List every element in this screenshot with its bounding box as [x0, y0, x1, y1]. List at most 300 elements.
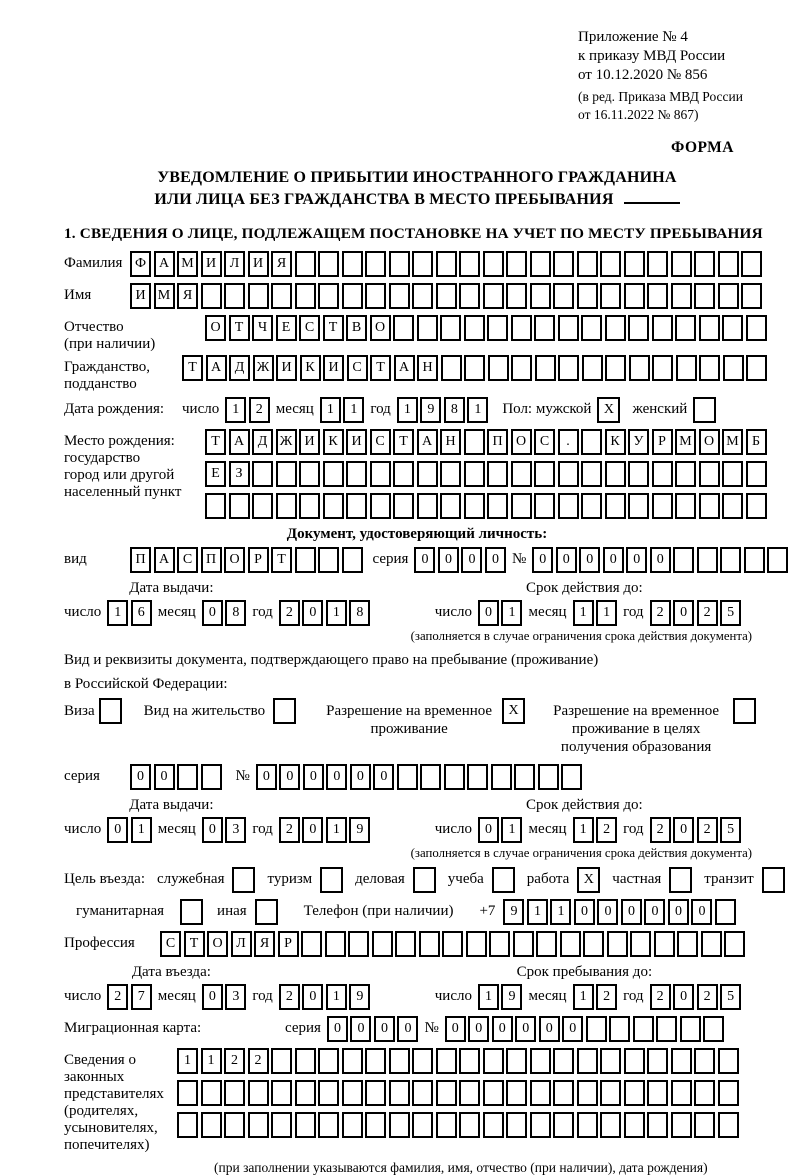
char-cell[interactable]: [671, 1048, 692, 1074]
char-cell[interactable]: И: [201, 251, 222, 277]
char-cell[interactable]: [417, 493, 438, 519]
char-cell[interactable]: 0: [644, 899, 665, 925]
char-cell[interactable]: [464, 461, 485, 487]
char-cell[interactable]: [483, 251, 504, 277]
char-cell[interactable]: [534, 461, 555, 487]
char-cell[interactable]: [628, 493, 649, 519]
char-cell[interactable]: Л: [231, 931, 252, 957]
char-cell[interactable]: 1: [320, 397, 341, 423]
char-cell[interactable]: [318, 251, 339, 277]
char-cell[interactable]: [365, 1080, 386, 1106]
char-cell[interactable]: 2: [249, 397, 270, 423]
char-cell[interactable]: 0: [478, 817, 499, 843]
char-cell[interactable]: Т: [205, 429, 226, 455]
char-cell[interactable]: 0: [650, 547, 671, 573]
char-cell[interactable]: 1: [225, 397, 246, 423]
char-cell[interactable]: 8: [444, 397, 465, 423]
char-cell[interactable]: [393, 461, 414, 487]
char-cell[interactable]: 1: [527, 899, 548, 925]
char-cell[interactable]: [389, 1048, 410, 1074]
char-cell[interactable]: Б: [746, 429, 767, 455]
char-cell[interactable]: [553, 1048, 574, 1074]
char-cell[interactable]: 0: [562, 1016, 583, 1042]
char-cell[interactable]: [417, 315, 438, 341]
char-cell[interactable]: [699, 315, 720, 341]
char-cell[interactable]: 3: [225, 817, 246, 843]
char-cell[interactable]: [177, 764, 198, 790]
char-cell[interactable]: В: [346, 315, 367, 341]
char-cell[interactable]: [370, 493, 391, 519]
char-cell[interactable]: [506, 1048, 527, 1074]
char-cell[interactable]: И: [299, 429, 320, 455]
char-cell[interactable]: 1: [326, 984, 347, 1010]
char-cell[interactable]: [630, 931, 651, 957]
char-cell[interactable]: [318, 1080, 339, 1106]
char-cell[interactable]: 1: [501, 817, 522, 843]
char-cell[interactable]: К: [323, 429, 344, 455]
char-cell[interactable]: [436, 1048, 457, 1074]
char-cell[interactable]: [459, 1112, 480, 1138]
char-cell[interactable]: Т: [323, 315, 344, 341]
char-cell[interactable]: К: [300, 355, 321, 381]
char-cell[interactable]: [530, 283, 551, 309]
char-cell[interactable]: 2: [279, 600, 300, 626]
char-cell[interactable]: 9: [349, 817, 370, 843]
char-cell[interactable]: [436, 1080, 457, 1106]
char-cell[interactable]: [741, 251, 762, 277]
char-cell[interactable]: [629, 355, 650, 381]
char-cell[interactable]: Т: [271, 547, 292, 573]
char-cell[interactable]: [534, 315, 555, 341]
char-cell[interactable]: 0: [556, 547, 577, 573]
char-cell[interactable]: 0: [597, 899, 618, 925]
char-cell[interactable]: Я: [254, 931, 275, 957]
char-cell[interactable]: Ж: [253, 355, 274, 381]
char-cell[interactable]: [393, 493, 414, 519]
char-cell[interactable]: 1: [107, 600, 128, 626]
char-cell[interactable]: [201, 1080, 222, 1106]
char-cell[interactable]: [295, 1080, 316, 1106]
char-cell[interactable]: [746, 355, 767, 381]
char-cell[interactable]: [271, 283, 292, 309]
char-cell[interactable]: [487, 461, 508, 487]
char-cell[interactable]: [365, 1048, 386, 1074]
char-cell[interactable]: М: [675, 429, 696, 455]
char-cell[interactable]: [607, 931, 628, 957]
char-cell[interactable]: [372, 931, 393, 957]
char-cell[interactable]: [718, 1080, 739, 1106]
char-cell[interactable]: 0: [302, 817, 323, 843]
char-cell[interactable]: [718, 251, 739, 277]
char-cell[interactable]: [301, 931, 322, 957]
char-cell[interactable]: [671, 251, 692, 277]
char-cell[interactable]: И: [276, 355, 297, 381]
char-cell[interactable]: 2: [596, 817, 617, 843]
char-cell[interactable]: [348, 931, 369, 957]
char-cell[interactable]: 0: [461, 547, 482, 573]
char-cell[interactable]: [483, 1080, 504, 1106]
purpose-study-checkbox[interactable]: [492, 867, 515, 893]
char-cell[interactable]: [464, 429, 485, 455]
char-cell[interactable]: 0: [350, 764, 371, 790]
char-cell[interactable]: 7: [131, 984, 152, 1010]
char-cell[interactable]: [718, 283, 739, 309]
char-cell[interactable]: [553, 251, 574, 277]
char-cell[interactable]: [744, 547, 765, 573]
char-cell[interactable]: И: [323, 355, 344, 381]
char-cell[interactable]: [677, 931, 698, 957]
char-cell[interactable]: [295, 251, 316, 277]
char-cell[interactable]: А: [417, 429, 438, 455]
char-cell[interactable]: [252, 461, 273, 487]
char-cell[interactable]: [652, 493, 673, 519]
char-cell[interactable]: [252, 493, 273, 519]
char-cell[interactable]: [483, 1048, 504, 1074]
char-cell[interactable]: Н: [440, 429, 461, 455]
char-cell[interactable]: [652, 315, 673, 341]
char-cell[interactable]: [224, 1112, 245, 1138]
char-cell[interactable]: [483, 1112, 504, 1138]
char-cell[interactable]: [628, 461, 649, 487]
char-cell[interactable]: [487, 493, 508, 519]
char-cell[interactable]: [715, 899, 736, 925]
char-cell[interactable]: 1: [201, 1048, 222, 1074]
char-cell[interactable]: [582, 355, 603, 381]
char-cell[interactable]: 0: [327, 1016, 348, 1042]
char-cell[interactable]: [370, 461, 391, 487]
char-cell[interactable]: [699, 493, 720, 519]
char-cell[interactable]: [412, 1048, 433, 1074]
char-cell[interactable]: [440, 461, 461, 487]
char-cell[interactable]: [628, 315, 649, 341]
char-cell[interactable]: [577, 251, 598, 277]
char-cell[interactable]: О: [699, 429, 720, 455]
char-cell[interactable]: [412, 1080, 433, 1106]
char-cell[interactable]: Е: [205, 461, 226, 487]
char-cell[interactable]: [633, 1016, 654, 1042]
char-cell[interactable]: [718, 1112, 739, 1138]
char-cell[interactable]: [248, 283, 269, 309]
char-cell[interactable]: [395, 931, 416, 957]
char-cell[interactable]: [513, 931, 534, 957]
char-cell[interactable]: [205, 493, 226, 519]
char-cell[interactable]: [299, 461, 320, 487]
char-cell[interactable]: [444, 764, 465, 790]
char-cell[interactable]: [600, 1112, 621, 1138]
char-cell[interactable]: [441, 355, 462, 381]
char-cell[interactable]: А: [154, 547, 175, 573]
char-cell[interactable]: [746, 493, 767, 519]
purpose-tourism-checkbox[interactable]: [320, 867, 343, 893]
char-cell[interactable]: [271, 1048, 292, 1074]
char-cell[interactable]: [538, 764, 559, 790]
char-cell[interactable]: Я: [177, 283, 198, 309]
char-cell[interactable]: [276, 493, 297, 519]
char-cell[interactable]: 0: [532, 547, 553, 573]
char-cell[interactable]: 0: [626, 547, 647, 573]
char-cell[interactable]: [506, 1080, 527, 1106]
char-cell[interactable]: [459, 1048, 480, 1074]
char-cell[interactable]: И: [248, 251, 269, 277]
purpose-official-checkbox[interactable]: [232, 867, 255, 893]
char-cell[interactable]: [581, 315, 602, 341]
char-cell[interactable]: 1: [326, 817, 347, 843]
char-cell[interactable]: 1: [478, 984, 499, 1010]
char-cell[interactable]: [581, 461, 602, 487]
char-cell[interactable]: [467, 764, 488, 790]
char-cell[interactable]: Т: [229, 315, 250, 341]
char-cell[interactable]: [724, 931, 745, 957]
char-cell[interactable]: [412, 283, 433, 309]
char-cell[interactable]: [365, 283, 386, 309]
char-cell[interactable]: А: [154, 251, 175, 277]
char-cell[interactable]: З: [229, 461, 250, 487]
char-cell[interactable]: Ж: [276, 429, 297, 455]
char-cell[interactable]: Т: [184, 931, 205, 957]
char-cell[interactable]: [558, 461, 579, 487]
char-cell[interactable]: 0: [539, 1016, 560, 1042]
char-cell[interactable]: [436, 1112, 457, 1138]
char-cell[interactable]: [723, 355, 744, 381]
char-cell[interactable]: [560, 931, 581, 957]
char-cell[interactable]: [177, 1080, 198, 1106]
char-cell[interactable]: А: [229, 429, 250, 455]
char-cell[interactable]: [420, 764, 441, 790]
char-cell[interactable]: [295, 547, 316, 573]
char-cell[interactable]: [654, 931, 675, 957]
char-cell[interactable]: [295, 1048, 316, 1074]
char-cell[interactable]: [600, 1080, 621, 1106]
char-cell[interactable]: 2: [224, 1048, 245, 1074]
char-cell[interactable]: 0: [438, 547, 459, 573]
char-cell[interactable]: [342, 283, 363, 309]
char-cell[interactable]: 2: [107, 984, 128, 1010]
char-cell[interactable]: [577, 1080, 598, 1106]
char-cell[interactable]: [506, 1112, 527, 1138]
char-cell[interactable]: 1: [397, 397, 418, 423]
char-cell[interactable]: 1: [501, 600, 522, 626]
char-cell[interactable]: С: [160, 931, 181, 957]
char-cell[interactable]: Л: [224, 251, 245, 277]
char-cell[interactable]: 2: [596, 984, 617, 1010]
char-cell[interactable]: 0: [397, 1016, 418, 1042]
char-cell[interactable]: 0: [603, 547, 624, 573]
char-cell[interactable]: И: [130, 283, 151, 309]
char-cell[interactable]: 2: [697, 817, 718, 843]
char-cell[interactable]: [466, 931, 487, 957]
char-cell[interactable]: [248, 1112, 269, 1138]
char-cell[interactable]: 0: [373, 764, 394, 790]
char-cell[interactable]: 2: [697, 600, 718, 626]
char-cell[interactable]: [365, 1112, 386, 1138]
char-cell[interactable]: 0: [691, 899, 712, 925]
char-cell[interactable]: [624, 251, 645, 277]
temp-residence-checkbox[interactable]: X: [502, 698, 525, 724]
char-cell[interactable]: [201, 1112, 222, 1138]
char-cell[interactable]: 0: [673, 984, 694, 1010]
char-cell[interactable]: [514, 764, 535, 790]
char-cell[interactable]: 0: [673, 817, 694, 843]
char-cell[interactable]: [342, 1048, 363, 1074]
char-cell[interactable]: 8: [349, 600, 370, 626]
char-cell[interactable]: [647, 1112, 668, 1138]
char-cell[interactable]: 0: [256, 764, 277, 790]
char-cell[interactable]: 0: [673, 600, 694, 626]
char-cell[interactable]: П: [130, 547, 151, 573]
char-cell[interactable]: [694, 1112, 715, 1138]
char-cell[interactable]: [295, 283, 316, 309]
char-cell[interactable]: [177, 1112, 198, 1138]
char-cell[interactable]: П: [487, 429, 508, 455]
char-cell[interactable]: Р: [652, 429, 673, 455]
char-cell[interactable]: О: [205, 315, 226, 341]
char-cell[interactable]: [323, 461, 344, 487]
char-cell[interactable]: [722, 493, 743, 519]
char-cell[interactable]: [389, 1112, 410, 1138]
char-cell[interactable]: [506, 283, 527, 309]
char-cell[interactable]: 1: [343, 397, 364, 423]
char-cell[interactable]: [694, 283, 715, 309]
char-cell[interactable]: 9: [501, 984, 522, 1010]
char-cell[interactable]: [318, 283, 339, 309]
char-cell[interactable]: [673, 547, 694, 573]
char-cell[interactable]: [577, 1112, 598, 1138]
char-cell[interactable]: [652, 461, 673, 487]
char-cell[interactable]: [276, 461, 297, 487]
char-cell[interactable]: [647, 1080, 668, 1106]
char-cell[interactable]: 1: [177, 1048, 198, 1074]
char-cell[interactable]: 1: [596, 600, 617, 626]
char-cell[interactable]: 0: [374, 1016, 395, 1042]
char-cell[interactable]: [652, 355, 673, 381]
char-cell[interactable]: [436, 283, 457, 309]
char-cell[interactable]: 1: [467, 397, 488, 423]
char-cell[interactable]: [586, 1016, 607, 1042]
char-cell[interactable]: [464, 315, 485, 341]
char-cell[interactable]: [605, 355, 626, 381]
char-cell[interactable]: [419, 931, 440, 957]
char-cell[interactable]: 5: [720, 600, 741, 626]
char-cell[interactable]: П: [201, 547, 222, 573]
char-cell[interactable]: 0: [302, 984, 323, 1010]
char-cell[interactable]: [483, 283, 504, 309]
char-cell[interactable]: 0: [326, 764, 347, 790]
temp-residence-education-checkbox[interactable]: [733, 698, 756, 724]
char-cell[interactable]: [511, 493, 532, 519]
char-cell[interactable]: 0: [350, 1016, 371, 1042]
sex-female-checkbox[interactable]: [693, 397, 716, 423]
char-cell[interactable]: [647, 1048, 668, 1074]
char-cell[interactable]: [318, 1048, 339, 1074]
char-cell[interactable]: [397, 764, 418, 790]
char-cell[interactable]: [318, 1112, 339, 1138]
char-cell[interactable]: 1: [573, 817, 594, 843]
char-cell[interactable]: 1: [573, 600, 594, 626]
char-cell[interactable]: [487, 315, 508, 341]
char-cell[interactable]: О: [511, 429, 532, 455]
char-cell[interactable]: [442, 931, 463, 957]
char-cell[interactable]: [530, 1048, 551, 1074]
char-cell[interactable]: Т: [370, 355, 391, 381]
char-cell[interactable]: [581, 429, 602, 455]
char-cell[interactable]: [489, 931, 510, 957]
char-cell[interactable]: [605, 315, 626, 341]
char-cell[interactable]: 0: [492, 1016, 513, 1042]
char-cell[interactable]: [365, 251, 386, 277]
char-cell[interactable]: [671, 283, 692, 309]
char-cell[interactable]: О: [370, 315, 391, 341]
char-cell[interactable]: [224, 1080, 245, 1106]
char-cell[interactable]: Д: [252, 429, 273, 455]
char-cell[interactable]: 5: [720, 984, 741, 1010]
char-cell[interactable]: [389, 283, 410, 309]
char-cell[interactable]: [389, 251, 410, 277]
char-cell[interactable]: [699, 461, 720, 487]
char-cell[interactable]: 0: [154, 764, 175, 790]
char-cell[interactable]: [746, 315, 767, 341]
char-cell[interactable]: 9: [349, 984, 370, 1010]
char-cell[interactable]: [600, 283, 621, 309]
char-cell[interactable]: [271, 1112, 292, 1138]
char-cell[interactable]: [699, 355, 720, 381]
char-cell[interactable]: Н: [417, 355, 438, 381]
char-cell[interactable]: [600, 251, 621, 277]
char-cell[interactable]: Д: [229, 355, 250, 381]
char-cell[interactable]: [680, 1016, 701, 1042]
char-cell[interactable]: [459, 251, 480, 277]
char-cell[interactable]: Ч: [252, 315, 273, 341]
char-cell[interactable]: [694, 1048, 715, 1074]
char-cell[interactable]: [624, 1080, 645, 1106]
char-cell[interactable]: [436, 251, 457, 277]
char-cell[interactable]: [583, 931, 604, 957]
char-cell[interactable]: [346, 461, 367, 487]
char-cell[interactable]: 0: [130, 764, 151, 790]
char-cell[interactable]: 6: [131, 600, 152, 626]
char-cell[interactable]: [647, 251, 668, 277]
char-cell[interactable]: С: [299, 315, 320, 341]
char-cell[interactable]: 8: [225, 600, 246, 626]
char-cell[interactable]: 0: [202, 984, 223, 1010]
char-cell[interactable]: 3: [225, 984, 246, 1010]
char-cell[interactable]: 9: [503, 899, 524, 925]
char-cell[interactable]: Ф: [130, 251, 151, 277]
char-cell[interactable]: [561, 764, 582, 790]
char-cell[interactable]: Е: [276, 315, 297, 341]
sex-male-checkbox[interactable]: X: [597, 397, 620, 423]
char-cell[interactable]: А: [206, 355, 227, 381]
char-cell[interactable]: А: [394, 355, 415, 381]
char-cell[interactable]: [201, 283, 222, 309]
char-cell[interactable]: [488, 355, 509, 381]
char-cell[interactable]: [440, 493, 461, 519]
char-cell[interactable]: [346, 493, 367, 519]
char-cell[interactable]: [530, 251, 551, 277]
char-cell[interactable]: [600, 1048, 621, 1074]
char-cell[interactable]: [491, 764, 512, 790]
char-cell[interactable]: [248, 1080, 269, 1106]
char-cell[interactable]: [530, 1080, 551, 1106]
char-cell[interactable]: [412, 251, 433, 277]
char-cell[interactable]: [577, 1048, 598, 1074]
char-cell[interactable]: [605, 493, 626, 519]
char-cell[interactable]: [417, 461, 438, 487]
char-cell[interactable]: [342, 547, 363, 573]
char-cell[interactable]: [718, 1048, 739, 1074]
char-cell[interactable]: [459, 1080, 480, 1106]
char-cell[interactable]: [342, 251, 363, 277]
char-cell[interactable]: [722, 315, 743, 341]
